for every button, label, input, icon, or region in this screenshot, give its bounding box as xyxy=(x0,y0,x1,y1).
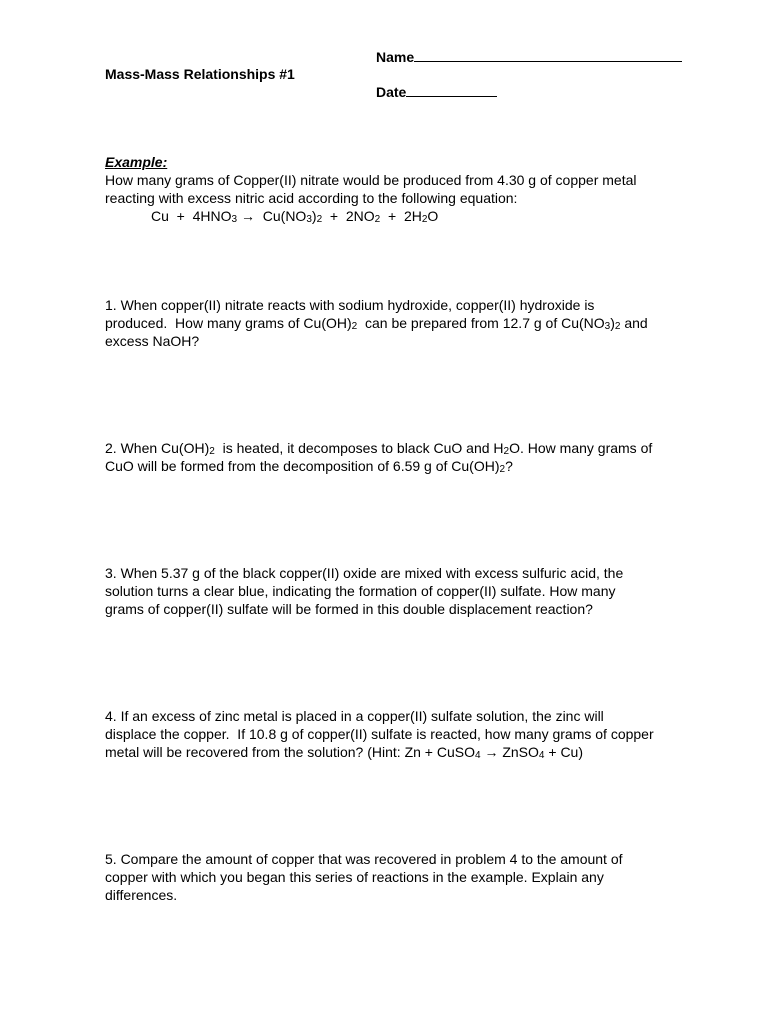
example-equation: $Cu + 4HNO_3 \to Cu(NO_3)_2 + 2NO_2 + 2H_2O$ xyxy=(151,208,439,225)
question-5-line3: differences. xyxy=(105,887,178,903)
question-3-line1: 3. When 5.37 g of the black copper(II) oxide are mixed with excess sulfuric acid, the xyxy=(105,565,624,581)
question-4-line2: displace the copper. If 10.8 g of copper(II) sulfate is reacted, how many grams of copper xyxy=(105,726,654,742)
question-3-line3: grams of copper(II) sulfate will be formed in this double displacement reaction? xyxy=(105,601,593,617)
example-text-line2: reacting with excess nitric acid according to the following equation: xyxy=(105,190,518,206)
question-1-line3: excess NaOH? xyxy=(105,333,200,349)
name-field-label xyxy=(376,47,682,66)
question-4-line1: 4. If an excess of zinc metal is placed in a copper(II) sulfate solution, the zinc will xyxy=(105,708,604,724)
arrow-icon: → xyxy=(484,744,499,760)
question-3-line2: solution turns a clear blue, indicating the formation of copper(II) sulfate. How many xyxy=(105,583,616,599)
question-1-line2: produced. How many grams of $Cu(OH)_2$ can be prepared from 12.7 g of $Cu(NO_3)_2$ and xyxy=(105,315,648,332)
example-text-line1: How many grams of Copper(II) nitrate would be produced from 4.30 g of copper metal xyxy=(105,172,637,188)
question-4-line3: metal will be recovered from the solution? (Hint: Zn + CuSO$_4$ → ZnSO$_4$ + Cu) xyxy=(105,744,583,761)
date-blank-line[interactable] xyxy=(406,82,497,97)
name-blank-line[interactable] xyxy=(414,47,682,62)
date-label-text: Date xyxy=(376,84,407,100)
question-2-line2: CuO will be formed from the decomposition of 6.59 g of $Cu(OH)_2$? xyxy=(105,458,513,475)
question-2-line1: 2. When $Cu(OH)_2$ is heated, it decomposes to black CuO and $H_2O$. How many grams of xyxy=(105,440,653,457)
arrow-icon: → xyxy=(240,208,255,224)
example-heading: Example: xyxy=(105,154,168,170)
date-field-label xyxy=(376,82,497,101)
name-label-text: Name xyxy=(376,49,415,65)
worksheet-title: Mass-Mass Relationships #1 xyxy=(105,66,295,82)
question-5-line2: copper with which you began this series of reactions in the example. Explain any xyxy=(105,869,604,885)
question-1-line1: 1. When copper(II) nitrate reacts with sodium hydroxide, copper(II) hydroxide is xyxy=(105,297,595,313)
question-5-line1: 5. Compare the amount of copper that was recovered in problem 4 to the amount of xyxy=(105,851,623,867)
